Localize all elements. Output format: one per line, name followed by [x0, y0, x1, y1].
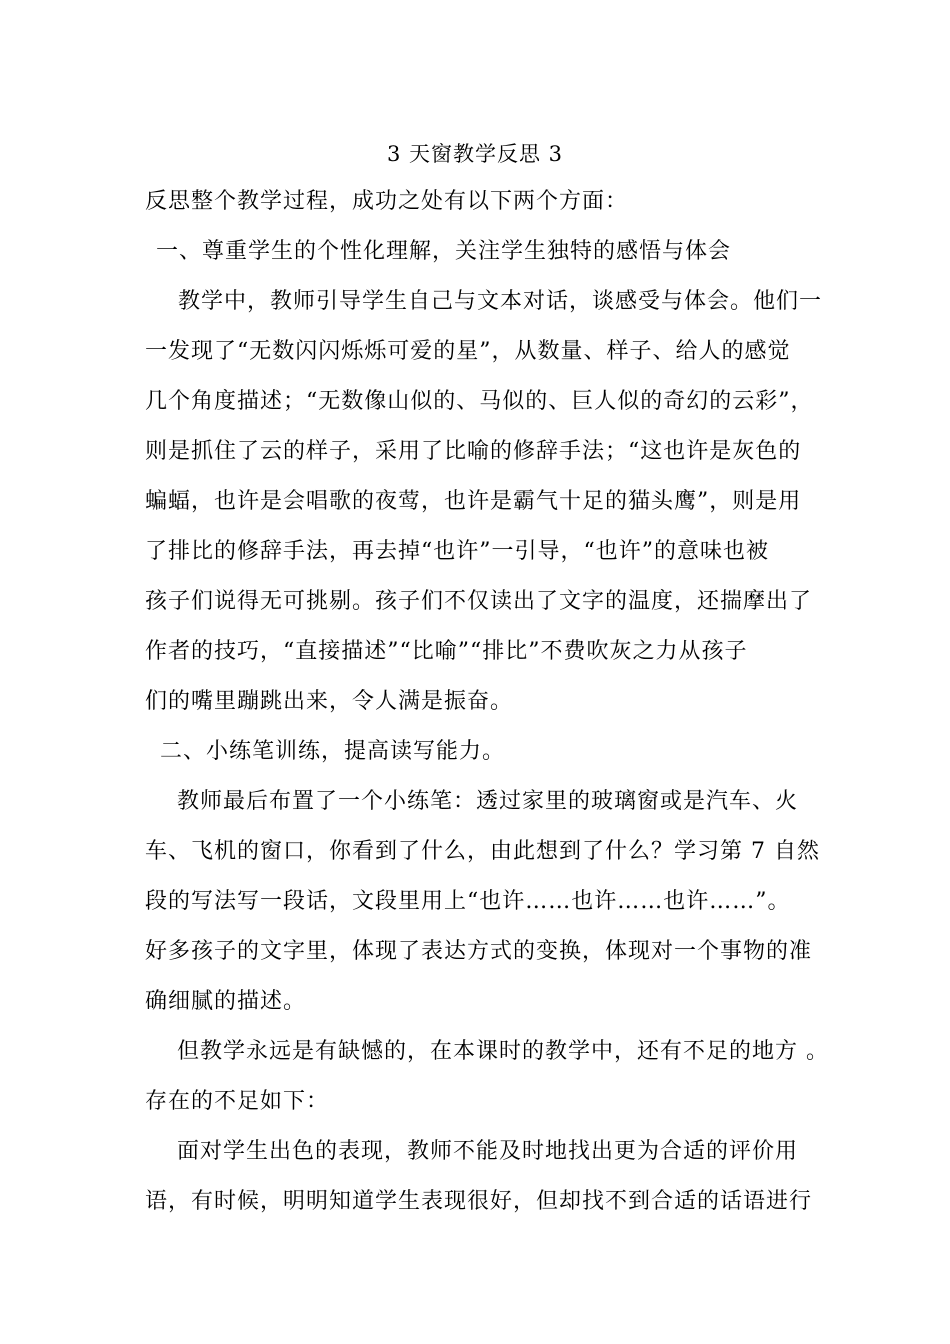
document-title: 3 天窗教学反思 3 — [386, 142, 564, 166]
paragraph-line: 几个角度描述；“无数像山似的、马似的、巨人似的奇幻的云彩”， — [145, 389, 814, 414]
paragraph-line: 语，有时候，明明知道学生表现很好，但却找不到合适的话语进行 — [145, 1189, 813, 1214]
paragraph-line: 则是抓住了云的样子，采用了比喻的修辞手法；“这也许是灰色的 — [145, 439, 802, 464]
paragraph-line: 蝙蝠，也许是会唱歌的夜莺，也许是霸气十足的猫头鹰”，则是用 — [145, 489, 802, 514]
paragraph-line: 反思整个教学过程，成功之处有以下两个方面： — [145, 189, 629, 214]
paragraph-line: 存在的不足如下： — [145, 1089, 330, 1114]
paragraph-line: 一发现了“无数闪闪烁烁可爱的星”，从数量、样子、给人的感觉 — [145, 339, 791, 364]
section-heading-1: 一、尊重学生的个性化理解，关注学生独特的感悟与体会 — [148, 239, 731, 264]
paragraph-line: 确细腻的描述。 — [145, 989, 307, 1014]
paragraph-line: 作者的技巧，“直接描述”“比喻”“排比”不费吹灰之力从孩子 — [145, 639, 748, 664]
paragraph-line: 孩子们说得无可挑剔。孩子们不仅读出了文字的温度，还揣摩出了 — [145, 589, 813, 614]
paragraph-line: 段的写法写一段话，文段里用上“也许……也许……也许……”。 — [145, 889, 791, 914]
paragraph-line: 们的嘴里蹦跳出来，令人满是振奋。 — [145, 689, 514, 714]
paragraph-line: 车、飞机的窗口，你看到了什么，由此想到了什么？学习第 7 自然 — [145, 839, 820, 864]
section-heading-2: 二、小练笔训练，提高读写能力。 — [152, 739, 505, 764]
paragraph-line: 了排比的修辞手法，再去掉“也许”一引导，“也许”的意味也被 — [145, 539, 769, 564]
paragraph-line: 面对学生出色的表现，教师不能及时地找出更为合适的评价用 — [145, 1139, 798, 1164]
paragraph-line: 教师最后布置了一个小练笔：透过家里的玻璃窗或是汽车、火 — [145, 789, 798, 814]
paragraph-line: 但教学永远是有缺憾的，在本课时的教学中，还有不足的地方 。 — [145, 1039, 829, 1064]
paragraph-line: 好多孩子的文字里，体现了表达方式的变换，体现对一个事物的准 — [145, 939, 813, 964]
paragraph-line: 教学中，教师引导学生自己与文本对话，谈感受与体会。他们一 — [162, 289, 822, 314]
